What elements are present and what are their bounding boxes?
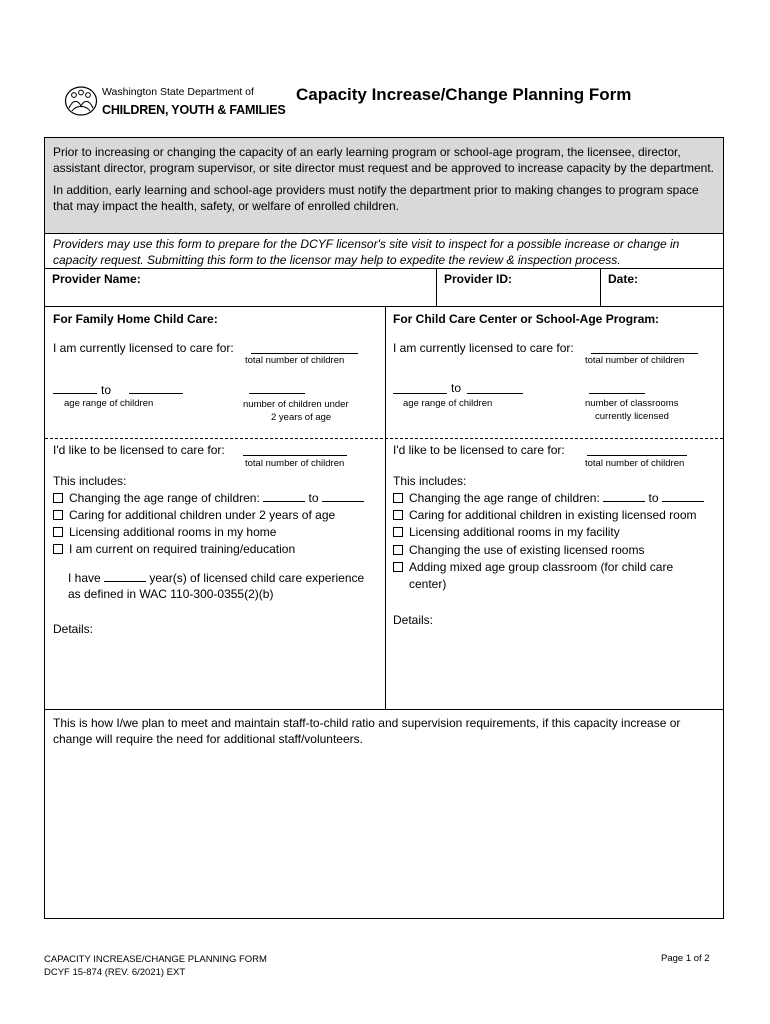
center-current-total-input[interactable]	[591, 353, 698, 354]
page-number: Page 1 of 2	[661, 953, 710, 964]
provider-name-label: Provider Name:	[52, 272, 141, 286]
center-option-mixed-age[interactable]: Adding mixed age group classroom (for child care	[393, 560, 673, 574]
center-option-existing-room[interactable]: Caring for additional children in existing licensed room	[393, 508, 696, 522]
center-like-label: I'd like to be licensed to care for:	[393, 443, 565, 457]
dcyf-logo	[64, 82, 286, 122]
family-experience-line: I have year(s) of licensed child care experience	[68, 571, 365, 585]
family-option-under2[interactable]: Caring for additional children under 2 years of age	[53, 508, 335, 522]
family-option-rooms[interactable]: Licensing additional rooms in my home	[53, 525, 276, 539]
capacity-grid	[44, 307, 724, 710]
submission-note: Providers may use this form to prepare for the DCYF licensor's site visit to inspect for a possible increase or change in capacity request. Submitting this form to the licensor may help to expedite the review & inspection process.	[44, 234, 724, 269]
family-under2-caption-2: 2 years of age	[271, 412, 332, 423]
center-age-to-input[interactable]	[467, 393, 523, 394]
family-total-caption: total number of children	[245, 355, 345, 366]
center-current-label: I am currently licensed to care for:	[393, 341, 574, 355]
checkbox[interactable]	[53, 510, 63, 520]
family-age-range-caption: age range of children	[64, 398, 154, 409]
family-age-to-input[interactable]	[129, 393, 183, 394]
checkbox[interactable]	[393, 562, 403, 572]
checkbox[interactable]	[393, 545, 403, 555]
center-details-label: Details:	[393, 613, 434, 627]
provider-name-field[interactable]	[45, 269, 436, 306]
center-total-caption: total number of children	[585, 355, 685, 366]
center-option-mixed-age-cont: center)	[409, 577, 447, 591]
center-age-from-input[interactable]	[393, 393, 447, 394]
logo-department-text: Washington State Department of	[102, 86, 254, 98]
center-classrooms-input[interactable]	[589, 393, 645, 394]
footer-form-info	[44, 953, 267, 979]
form-title: Capacity Increase/Change Planning Form	[296, 85, 632, 104]
center-opt-age-from-input[interactable]	[603, 501, 645, 502]
family-details-label: Details:	[53, 622, 94, 636]
family-option-training[interactable]: I am current on required training/education	[53, 542, 295, 556]
family-heading: For Family Home Child Care:	[53, 312, 218, 326]
section-dashed-divider	[45, 438, 723, 439]
family-current-total-input[interactable]	[251, 353, 358, 354]
date-label: Date:	[608, 272, 639, 286]
family-includes-label: This includes:	[53, 474, 127, 488]
family-opt-age-to-input[interactable]	[322, 501, 364, 502]
family-like-label: I'd like to be licensed to care for:	[53, 443, 225, 457]
family-to-text: to	[101, 383, 112, 397]
checkbox[interactable]	[53, 493, 63, 503]
center-to-text: to	[451, 381, 462, 395]
intro-paragraph-1: Prior to increasing or changing the capacity of an early learning program or school-age program, the licensee, director, assistant director, program supervisor, or site director must request and be approved to increase capacity by the department.	[53, 145, 715, 175]
checkbox[interactable]	[393, 493, 403, 503]
center-like-total-input[interactable]	[587, 455, 687, 456]
center-classrooms-caption-1: number of classrooms	[585, 398, 679, 409]
center-heading: For Child Care Center or School-Age Program:	[393, 312, 660, 326]
date-field[interactable]	[600, 269, 724, 306]
center-option-rooms[interactable]: Licensing additional rooms in my facility	[393, 525, 620, 539]
dcyf-emblem-icon	[64, 84, 98, 118]
center-classrooms-caption-2: currently licensed	[595, 411, 669, 422]
center-age-range-caption: age range of children	[403, 398, 493, 409]
footer-form-name: CAPACITY INCREASE/CHANGE PLANNING FORM	[44, 954, 267, 965]
family-total-caption-2: total number of children	[245, 458, 345, 469]
staffing-plan-prompt: This is how I/we plan to meet and maintain staff-to-child ratio and supervision requirements, if this capacity increase or change will require the need for additional staff/volunteers.	[53, 716, 681, 746]
column-divider	[385, 307, 386, 709]
footer-form-number: DCYF 15-874 (REV. 6/2021) EXT	[44, 967, 186, 978]
checkbox[interactable]	[53, 527, 63, 537]
family-under2-caption-1: number of children under	[243, 399, 349, 410]
center-option-change-use[interactable]: Changing the use of existing licensed rooms	[393, 543, 644, 557]
family-option-age-range[interactable]: Changing the age range of children: to	[53, 491, 364, 505]
center-opt-age-to-input[interactable]	[662, 501, 704, 502]
center-option-age-range[interactable]: Changing the age range of children: to	[393, 491, 704, 505]
family-like-total-input[interactable]	[243, 455, 347, 456]
logo-agency-name: CHILDREN, YOUTH & FAMILIES	[102, 103, 286, 117]
checkbox[interactable]	[393, 510, 403, 520]
intro-box	[44, 137, 724, 234]
checkbox[interactable]	[393, 527, 403, 537]
provider-id-label: Provider ID:	[444, 272, 513, 286]
provider-id-field[interactable]	[436, 269, 600, 306]
family-experience-wac: as defined in WAC 110-300-0355(2)(b)	[68, 587, 274, 601]
family-opt-age-from-input[interactable]	[263, 501, 305, 502]
family-under2-input[interactable]	[249, 393, 305, 394]
family-experience-years-input[interactable]	[104, 581, 146, 582]
staffing-plan-box[interactable]	[44, 710, 724, 919]
intro-paragraph-2: In addition, early learning and school-age providers must notify the department prior to making changes to program space that may impact the health, safety, or welfare of enrolled children.	[53, 183, 699, 213]
center-includes-label: This includes:	[393, 474, 467, 488]
family-current-label: I am currently licensed to care for:	[53, 341, 234, 355]
family-age-from-input[interactable]	[53, 393, 97, 394]
center-total-caption-2: total number of children	[585, 458, 685, 469]
provider-info-row	[44, 269, 724, 307]
checkbox[interactable]	[53, 544, 63, 554]
